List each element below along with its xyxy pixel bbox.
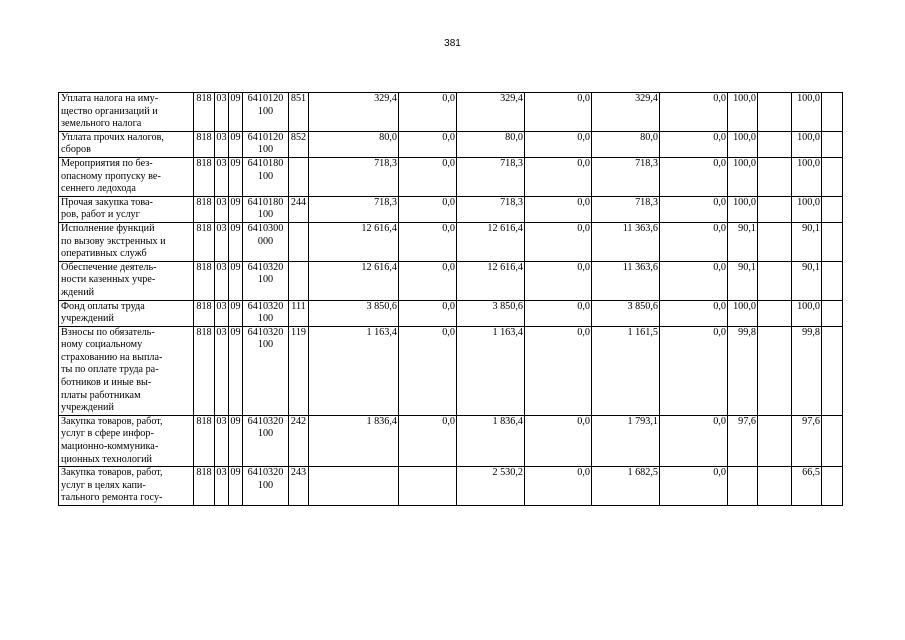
value-col-6: 0,0	[660, 326, 728, 415]
value-col-4: 0,0	[525, 222, 592, 261]
empty-col	[758, 415, 792, 466]
empty-col	[758, 326, 792, 415]
empty-col	[822, 300, 843, 326]
pr-code: 09	[229, 196, 243, 222]
empty-col	[758, 157, 792, 196]
value-col-1: 718,3	[309, 196, 399, 222]
value-col-3: 1 836,4	[457, 415, 525, 466]
cell-line: Прочая закупка това-	[61, 196, 153, 208]
value-col-2: 0,0	[399, 415, 457, 466]
value-col-4: 0,0	[525, 93, 592, 132]
value-col-5: 1 793,1	[592, 415, 660, 466]
empty-col	[758, 467, 792, 506]
cell-line: 100	[257, 428, 274, 440]
value-col-1: 1 163,4	[309, 326, 399, 415]
cell-line: Взносы по обязатель-	[61, 326, 155, 338]
row-name	[59, 300, 194, 326]
cell-line: 100	[257, 339, 274, 351]
pr-code: 09	[229, 131, 243, 157]
value-col-2: 0,0	[399, 196, 457, 222]
pr-code: 09	[229, 326, 243, 415]
cell-line: Обеспечение деятель-	[61, 261, 157, 273]
rz-code: 03	[215, 467, 229, 506]
vr-code: 242	[289, 415, 309, 466]
vr-code: 119	[289, 326, 309, 415]
cell-line: 6410300	[247, 222, 284, 234]
empty-col	[822, 415, 843, 466]
percent-col-2: 99,8	[792, 326, 822, 415]
cell-line: Мероприятия по без-	[61, 157, 153, 169]
ved-code: 818	[194, 467, 215, 506]
cell-line: 100	[257, 209, 274, 221]
pr-code: 09	[229, 222, 243, 261]
cell-line: 6410320	[247, 415, 284, 427]
value-col-5: 718,3	[592, 157, 660, 196]
empty-col	[758, 300, 792, 326]
cell-line: платы работникам	[61, 389, 141, 401]
cell-line: 100	[257, 105, 274, 117]
value-col-6: 0,0	[660, 467, 728, 506]
vr-code: 852	[289, 131, 309, 157]
cell-line: тального ремонта госу-	[61, 492, 163, 504]
value-col-5: 80,0	[592, 131, 660, 157]
cell-line: 6410180	[247, 157, 284, 169]
rz-code: 03	[215, 93, 229, 132]
cell-line: 100	[257, 274, 274, 286]
pr-code: 09	[229, 157, 243, 196]
cell-line: 6410120	[247, 93, 284, 104]
ved-code: 818	[194, 261, 215, 300]
csr-code	[243, 261, 289, 300]
value-col-2: 0,0	[399, 261, 457, 300]
value-col-3: 3 850,6	[457, 300, 525, 326]
value-col-3: 718,3	[457, 196, 525, 222]
row-name	[59, 93, 194, 132]
cell-line: ности казенных учре-	[61, 274, 156, 286]
table-row	[59, 196, 843, 222]
csr-code	[243, 467, 289, 506]
cell-line: земельного налога	[61, 118, 142, 130]
empty-col	[758, 93, 792, 132]
rz-code: 03	[215, 157, 229, 196]
empty-col	[822, 326, 843, 415]
value-col-6: 0,0	[660, 93, 728, 132]
cell-line: 100	[257, 313, 274, 325]
value-col-4: 0,0	[525, 157, 592, 196]
ved-code: 818	[194, 300, 215, 326]
csr-code	[243, 93, 289, 132]
value-col-1: 3 850,6	[309, 300, 399, 326]
table-row	[59, 157, 843, 196]
table-body	[59, 93, 843, 506]
value-col-4: 0,0	[525, 467, 592, 506]
cell-line: 6410320	[247, 300, 284, 312]
cell-line: 6410320	[247, 326, 284, 338]
table-row	[59, 93, 843, 132]
table-row	[59, 222, 843, 261]
percent-col-1	[728, 467, 758, 506]
rz-code: 03	[215, 415, 229, 466]
vr-code: 111	[289, 300, 309, 326]
value-col-3: 2 530,2	[457, 467, 525, 506]
cell-line: Исполнение функций	[61, 222, 155, 234]
csr-code	[243, 222, 289, 261]
percent-col-1: 100,0	[728, 157, 758, 196]
cell-line: 100	[257, 170, 274, 182]
empty-col	[822, 261, 843, 300]
value-col-6: 0,0	[660, 157, 728, 196]
value-col-2: 0,0	[399, 326, 457, 415]
value-col-3: 12 616,4	[457, 222, 525, 261]
csr-code	[243, 131, 289, 157]
ved-code: 818	[194, 131, 215, 157]
value-col-5: 11 363,6	[592, 222, 660, 261]
value-col-4: 0,0	[525, 261, 592, 300]
empty-col	[822, 93, 843, 132]
value-col-3: 1 163,4	[457, 326, 525, 415]
cell-line: щество организаций и	[61, 105, 158, 117]
cell-line: Закупка товаров, работ,	[61, 415, 163, 427]
vr-code: 244	[289, 196, 309, 222]
cell-line: страхованию на выпла-	[61, 351, 163, 363]
value-col-3: 718,3	[457, 157, 525, 196]
value-col-5: 329,4	[592, 93, 660, 132]
percent-col-2: 100,0	[792, 196, 822, 222]
cell-line: ров, работ и услуг	[61, 209, 140, 221]
pr-code: 09	[229, 300, 243, 326]
ved-code: 818	[194, 326, 215, 415]
value-col-5: 1 682,5	[592, 467, 660, 506]
cell-line: ционных технологий	[61, 453, 152, 465]
table-row	[59, 300, 843, 326]
cell-line: учреждений	[61, 313, 114, 325]
cell-line: мационно-коммуника-	[61, 441, 159, 453]
percent-col-2: 66,5	[792, 467, 822, 506]
ved-code: 818	[194, 157, 215, 196]
value-col-3: 80,0	[457, 131, 525, 157]
value-col-5: 1 161,5	[592, 326, 660, 415]
percent-col-1: 90,1	[728, 222, 758, 261]
cell-line: 100	[257, 144, 274, 156]
row-name	[59, 467, 194, 506]
csr-code	[243, 196, 289, 222]
value-col-4: 0,0	[525, 131, 592, 157]
ved-code: 818	[194, 196, 215, 222]
table-row	[59, 131, 843, 157]
row-name	[59, 415, 194, 466]
percent-col-1: 99,8	[728, 326, 758, 415]
table-row	[59, 467, 843, 506]
pr-code: 09	[229, 261, 243, 300]
vr-code	[289, 157, 309, 196]
budget-table	[58, 92, 843, 506]
rz-code: 03	[215, 261, 229, 300]
cell-line: ждений	[61, 286, 95, 298]
empty-col	[758, 222, 792, 261]
value-col-6: 0,0	[660, 131, 728, 157]
cell-line: 000	[257, 235, 274, 247]
row-name	[59, 326, 194, 415]
value-col-3: 329,4	[457, 93, 525, 132]
csr-code	[243, 157, 289, 196]
empty-col	[822, 222, 843, 261]
vr-code	[289, 261, 309, 300]
value-col-1	[309, 467, 399, 506]
percent-col-2: 100,0	[792, 93, 822, 132]
cell-line: ному социальному	[61, 339, 143, 351]
pr-code: 09	[229, 467, 243, 506]
cell-line: опасному пропуску ве-	[61, 170, 161, 182]
percent-col-2: 100,0	[792, 300, 822, 326]
pr-code: 09	[229, 415, 243, 466]
row-name	[59, 261, 194, 300]
value-col-1: 80,0	[309, 131, 399, 157]
csr-code	[243, 300, 289, 326]
empty-col	[758, 261, 792, 300]
cell-line: Закупка товаров, работ,	[61, 467, 163, 479]
value-col-2: 0,0	[399, 131, 457, 157]
cell-line: 6410320	[247, 261, 284, 273]
value-col-6: 0,0	[660, 222, 728, 261]
value-col-2: 0,0	[399, 93, 457, 132]
page-number: 381	[444, 38, 461, 49]
percent-col-1: 100,0	[728, 93, 758, 132]
percent-col-2: 100,0	[792, 157, 822, 196]
csr-code	[243, 415, 289, 466]
cell-line: 6410320	[247, 467, 284, 479]
percent-col-1: 97,6	[728, 415, 758, 466]
empty-col	[758, 196, 792, 222]
empty-col	[822, 131, 843, 157]
table-row	[59, 261, 843, 300]
value-col-6: 0,0	[660, 261, 728, 300]
value-col-6: 0,0	[660, 196, 728, 222]
empty-col	[822, 157, 843, 196]
cell-line: 6410180	[247, 196, 284, 208]
percent-col-1: 100,0	[728, 196, 758, 222]
cell-line: ты по оплате труда ра-	[61, 364, 159, 376]
cell-line: сеннего ледохода	[61, 183, 136, 195]
cell-line: Уплата налога на иму-	[61, 93, 159, 104]
percent-col-1: 100,0	[728, 300, 758, 326]
cell-line: сборов	[61, 144, 91, 156]
percent-col-2: 97,6	[792, 415, 822, 466]
value-col-1: 12 616,4	[309, 261, 399, 300]
value-col-6: 0,0	[660, 300, 728, 326]
cell-line: услуг в целях капи-	[61, 479, 146, 491]
cell-line: 6410120	[247, 131, 284, 143]
cell-line: учреждений	[61, 402, 114, 414]
percent-col-2: 90,1	[792, 261, 822, 300]
pr-code: 09	[229, 93, 243, 132]
rz-code: 03	[215, 131, 229, 157]
table-row	[59, 415, 843, 466]
cell-line: ботников и иные вы-	[61, 377, 152, 389]
cell-line: Уплата прочих налогов,	[61, 131, 164, 143]
row-name	[59, 131, 194, 157]
value-col-1: 1 836,4	[309, 415, 399, 466]
rz-code: 03	[215, 326, 229, 415]
percent-col-1: 90,1	[728, 261, 758, 300]
percent-col-1: 100,0	[728, 131, 758, 157]
value-col-5: 3 850,6	[592, 300, 660, 326]
value-col-4: 0,0	[525, 326, 592, 415]
table-row	[59, 326, 843, 415]
cell-line: по вызову экстренных и	[61, 235, 166, 247]
ved-code: 818	[194, 222, 215, 261]
rz-code: 03	[215, 300, 229, 326]
row-name	[59, 196, 194, 222]
value-col-2: 0,0	[399, 157, 457, 196]
value-col-5: 11 363,6	[592, 261, 660, 300]
cell-line: 100	[257, 479, 274, 491]
value-col-2: 0,0	[399, 222, 457, 261]
empty-col	[822, 196, 843, 222]
value-col-2: 0,0	[399, 300, 457, 326]
value-col-4: 0,0	[525, 196, 592, 222]
cell-line: услуг в сфере инфор-	[61, 428, 154, 440]
value-col-2	[399, 467, 457, 506]
value-col-4: 0,0	[525, 300, 592, 326]
vr-code: 243	[289, 467, 309, 506]
value-col-4: 0,0	[525, 415, 592, 466]
cell-line: Фонд оплаты труда	[61, 300, 145, 312]
value-col-1: 718,3	[309, 157, 399, 196]
vr-code	[289, 222, 309, 261]
ved-code: 818	[194, 415, 215, 466]
row-name	[59, 157, 194, 196]
csr-code	[243, 326, 289, 415]
value-col-5: 718,3	[592, 196, 660, 222]
percent-col-2: 100,0	[792, 131, 822, 157]
empty-col	[758, 131, 792, 157]
value-col-6: 0,0	[660, 415, 728, 466]
value-col-3: 12 616,4	[457, 261, 525, 300]
ved-code: 818	[194, 93, 215, 132]
empty-col	[822, 467, 843, 506]
percent-col-2: 90,1	[792, 222, 822, 261]
value-col-1: 329,4	[309, 93, 399, 132]
row-name	[59, 222, 194, 261]
cell-line: оперативных служб	[61, 248, 147, 260]
rz-code: 03	[215, 222, 229, 261]
vr-code: 851	[289, 93, 309, 132]
value-col-1: 12 616,4	[309, 222, 399, 261]
rz-code: 03	[215, 196, 229, 222]
